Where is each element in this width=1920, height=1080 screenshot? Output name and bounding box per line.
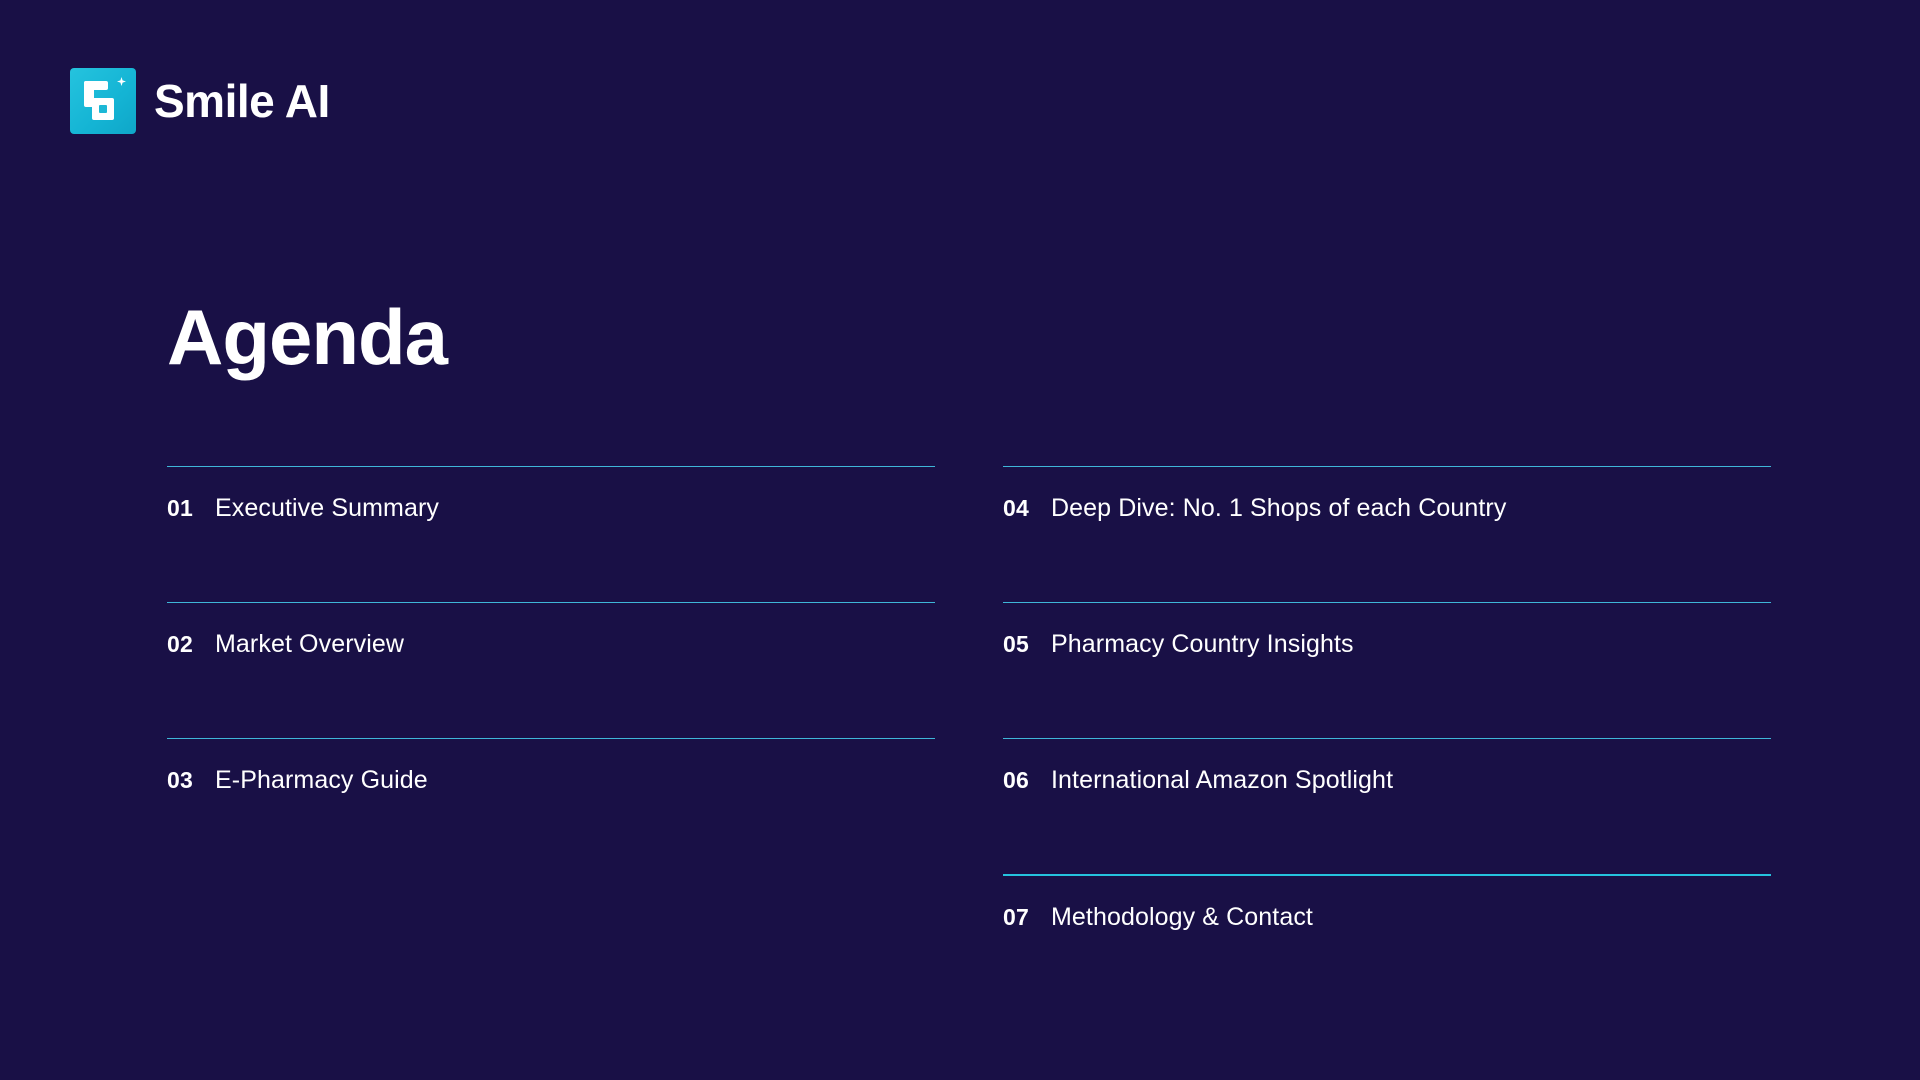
agenda-item-label: Executive Summary [215, 494, 439, 522]
brand-name: Smile AI [154, 75, 330, 127]
agenda-column-right [1003, 466, 1771, 932]
agenda-item-label: International Amazon Spotlight [1051, 766, 1394, 794]
agenda-item-label: Deep Dive: No. 1 Shops of each Country [1051, 494, 1507, 522]
agenda-item-number: 02 [167, 631, 193, 657]
agenda-column-left [167, 466, 935, 932]
brand-lockup [70, 68, 330, 134]
agenda-item-label: E-Pharmacy Guide [215, 766, 428, 794]
agenda-item-label: Methodology & Contact [1051, 903, 1313, 931]
agenda-item-label: Pharmacy Country Insights [1051, 630, 1354, 658]
agenda-list [167, 466, 1771, 932]
sparkle-icon [117, 77, 126, 86]
agenda-item-number: 05 [1003, 631, 1029, 657]
agenda-item-number: 01 [167, 495, 193, 521]
agenda-item-number: 03 [167, 767, 193, 793]
agenda-item-number: 04 [1003, 495, 1029, 521]
agenda-item-05[interactable] [1003, 602, 1771, 738]
agenda-item-02[interactable] [167, 602, 935, 738]
agenda-item-04[interactable] [1003, 466, 1771, 602]
agenda-item-label: Market Overview [215, 630, 405, 658]
page-title: Agenda [167, 293, 448, 381]
agenda-item-number: 06 [1003, 767, 1029, 793]
agenda-item-06[interactable] [1003, 738, 1771, 874]
smile-ai-logo-icon [70, 68, 136, 134]
agenda-item-07[interactable] [1003, 874, 1771, 932]
agenda-item-number: 07 [1003, 904, 1029, 930]
agenda-item-03[interactable] [167, 738, 935, 795]
agenda-item-01[interactable] [167, 466, 935, 602]
